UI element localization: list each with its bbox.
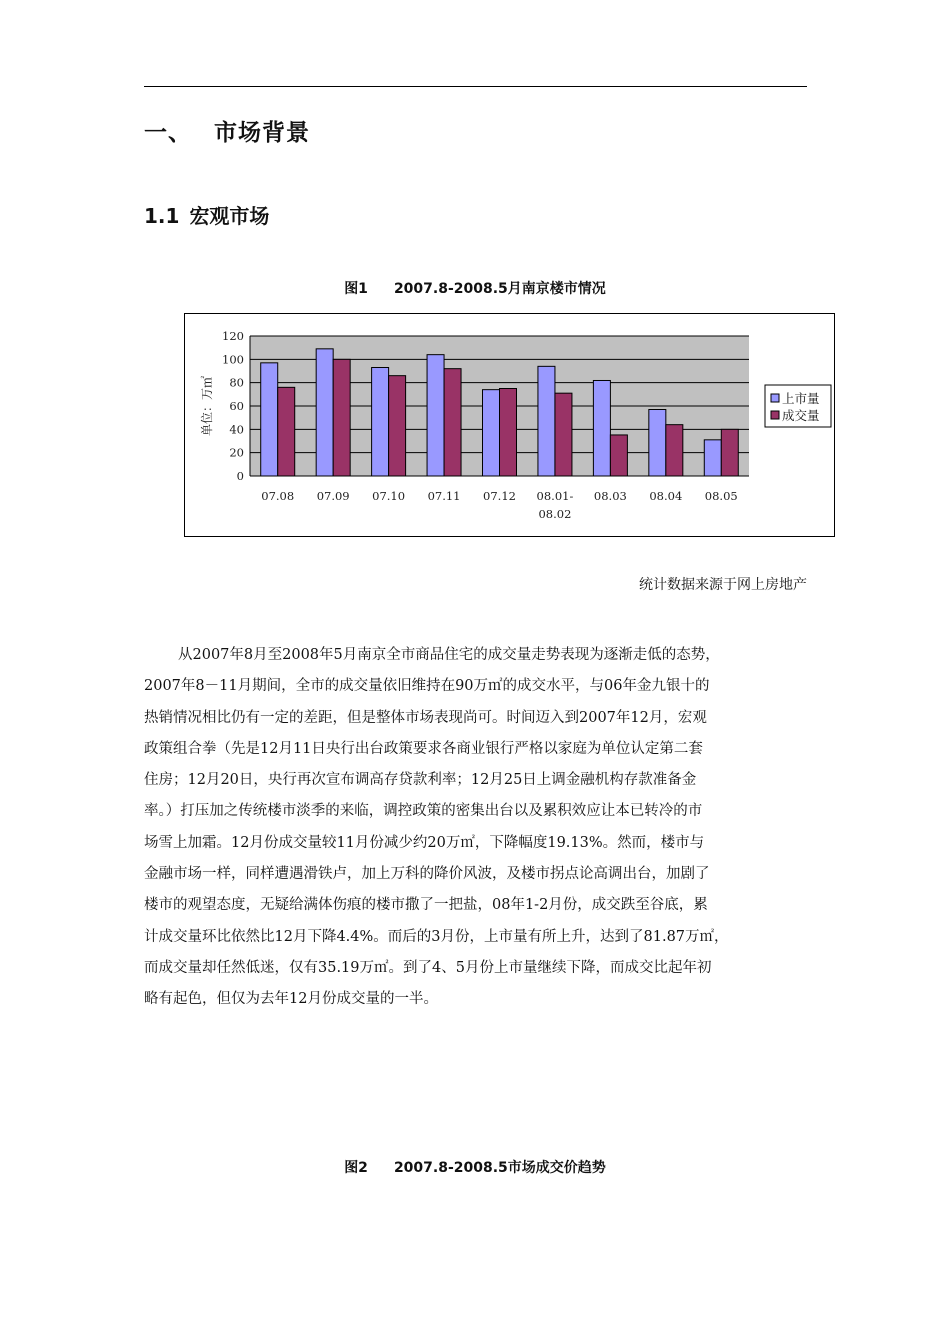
x-tick-label: 08.04 (649, 489, 683, 503)
bar-listing (538, 366, 555, 476)
header-rule (144, 86, 807, 87)
y-tick-label: 40 (229, 422, 244, 437)
bar-listing (372, 368, 389, 477)
bar-transaction (389, 376, 406, 476)
section-heading (144, 114, 310, 147)
legend-label: 成交量 (782, 408, 820, 423)
legend-swatch (771, 411, 779, 419)
bar-transaction (721, 429, 738, 476)
y-tick-label: 100 (222, 352, 244, 367)
paragraph-line: 热销情况相比仍有一定的差距，但是整体市场表现尚可。时间迈入到2007年12月，宏观 (144, 709, 707, 726)
subsection-heading (144, 200, 269, 229)
figure2-caption (0, 1157, 950, 1177)
legend-swatch (771, 394, 779, 402)
paragraph-line: 2007年8－11月期间，全市的成交量依旧维持在90万㎡的成交水平，与06年金九银十的 (144, 678, 710, 695)
section-number: 一、 (144, 120, 192, 146)
figure2-title: 2007.8-2008.5市场成交价趋势 (393, 1160, 606, 1176)
x-tick-label: 07.10 (372, 489, 406, 503)
bar-transaction (666, 425, 683, 476)
y-tick-label: 0 (236, 469, 244, 483)
bar-listing (316, 349, 333, 476)
paragraph-line: 计成交量环比依然比12月下降4.4%。而后的3月份，上市量有所上升，达到了81.87万㎡， (144, 928, 729, 945)
figure1-caption (0, 278, 950, 298)
y-axis-label: 单位：万㎡ (200, 375, 214, 437)
source-note: 统计数据来源于网上房地产 (639, 577, 807, 593)
bar-transaction (500, 389, 517, 477)
bar-transaction (610, 435, 627, 476)
paragraph-line: 楼市的观望态度，无疑给满体伤痕的楼市撒了一把盐，08年1-2月份，成交跌至谷底，累 (144, 897, 708, 914)
bar-listing (483, 390, 500, 476)
bar-transaction (555, 393, 572, 476)
bar-transaction (278, 387, 295, 476)
bar-chart (184, 313, 835, 537)
x-tick-label: 08.05 (704, 489, 738, 503)
paragraph-line: 政策组合拳（先是12月11日央行出台政策要求各商业银行严格以家庭为单位认定第二套 (144, 740, 703, 757)
x-tick-label: 08.03 (593, 489, 627, 503)
section-title: 市场背景 (214, 120, 310, 146)
x-tick-label: 08.02 (538, 507, 572, 521)
paragraph-line: 略有起色，但仅为去年12月份成交量的一半。 (144, 991, 438, 1008)
x-tick-label: 07.12 (483, 489, 516, 503)
body-paragraph (144, 640, 808, 1016)
x-tick-label: 08.01- (536, 489, 574, 503)
subsection-title: 宏观市场 (189, 204, 270, 228)
y-tick-label: 60 (229, 399, 244, 413)
paragraph-line: 金融市场一样，同样遭遇滑铁卢，加上万科的降价风波，及楼市拐点论高调出台，加剧了 (144, 866, 710, 883)
bar-listing (649, 410, 666, 477)
bar-transaction (333, 359, 350, 476)
subsection-number: 1.1 (144, 204, 180, 228)
x-tick-label: 07.09 (316, 489, 350, 503)
figure2-number: 图2 (344, 1160, 368, 1176)
paragraph-line: 率。）打压加之传统楼市淡季的来临，调控政策的密集出台以及累积效应让本已转冷的市 (144, 803, 703, 820)
y-tick-label: 80 (229, 375, 244, 390)
bar-listing (427, 355, 444, 476)
bar-listing (704, 440, 721, 476)
y-tick-label: 20 (229, 445, 244, 460)
legend-label: 上市量 (782, 391, 820, 406)
bar-listing (593, 380, 610, 476)
paragraph-line: 而成交量却任然低迷，仅有35.19万㎡。到了4、5月份上市量继续下降，而成交比起年初 (144, 959, 712, 976)
figure1-title: 2007.8-2008.5月南京楼市情况 (393, 281, 606, 297)
x-tick-label: 07.08 (261, 489, 295, 503)
bar-listing (261, 363, 278, 476)
y-tick-label: 120 (222, 329, 244, 343)
paragraph-line: 从2007年8月至2008年5月南京全市商品住宅的成交量走势表现为逐渐走低的态势， (178, 647, 720, 663)
paragraph-line: 场雪上加霜。12月份成交量较11月份减少约20万㎡，下降幅度19.13%。然而，楼市与 (144, 834, 705, 851)
bar-transaction (444, 369, 461, 476)
figure1-number: 图1 (344, 281, 368, 297)
paragraph-line: 住房；12月20日，央行再次宣布调高存贷款利率；12月25日上调金融机构存款准备金 (144, 772, 697, 789)
bar-chart-svg (185, 314, 836, 538)
x-tick-label: 07.11 (427, 489, 461, 503)
